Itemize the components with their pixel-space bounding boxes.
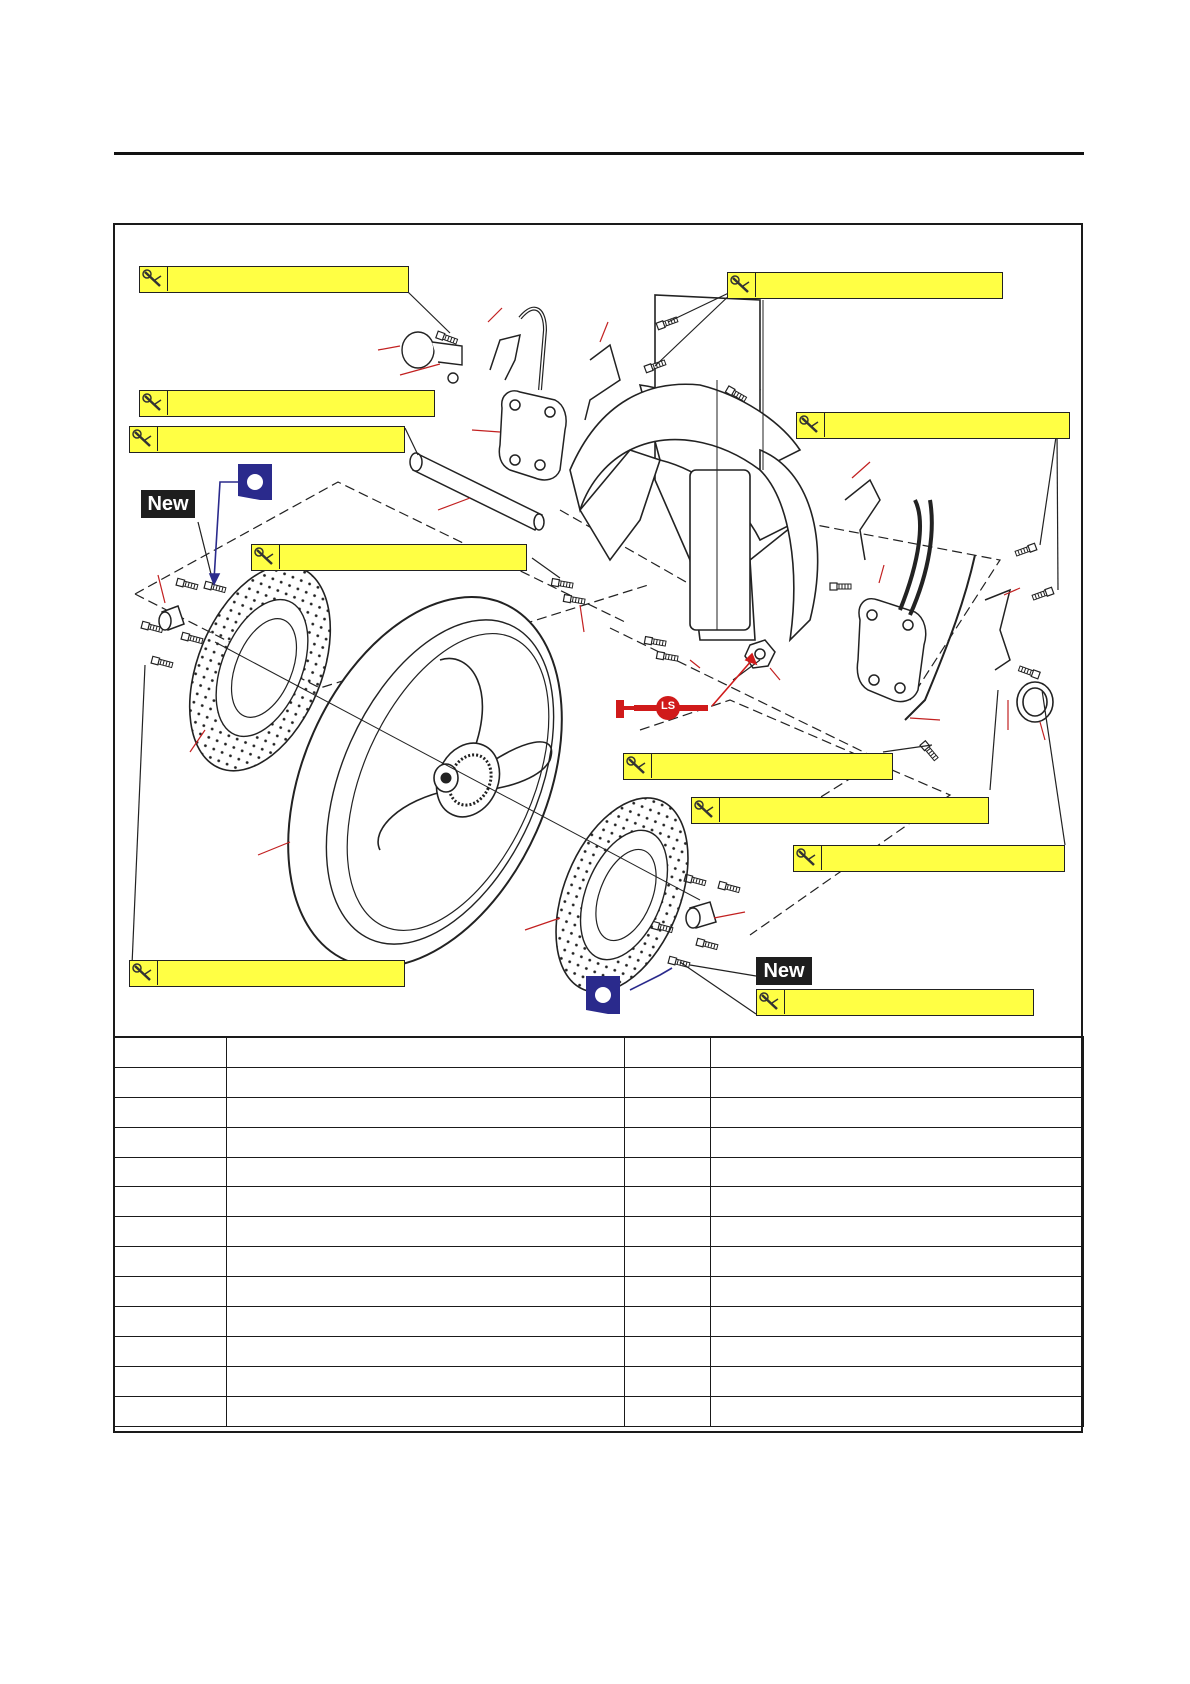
table-cell [114,1277,227,1307]
table-cell [227,1157,625,1187]
table-cell [227,1037,625,1067]
torque-wrench-icon [130,961,158,985]
table-cell [227,1307,625,1337]
table-cell [227,1396,625,1426]
table-cell [625,1217,711,1247]
table-row [114,1127,1084,1157]
table-row [114,1217,1084,1247]
table-cell [114,1217,227,1247]
left-brake-caliper [499,309,566,480]
table-cell [711,1097,1084,1127]
table-row [114,1037,1084,1067]
table-row [114,1307,1084,1337]
table-row [114,1247,1084,1277]
table-cell [711,1187,1084,1217]
table-cell [227,1336,625,1366]
locking-agent-icon [232,462,278,502]
table-cell [227,1067,625,1097]
table-cell [114,1366,227,1396]
table-cell [227,1277,625,1307]
table-row [114,1336,1084,1366]
table-cell [114,1127,227,1157]
torque-wrench-icon [797,413,825,437]
table-cell [625,1366,711,1396]
table-cell [114,1247,227,1277]
torque-label-3 [139,390,435,417]
torque-wrench-icon [728,273,756,297]
table-cell [227,1097,625,1127]
table-cell [711,1307,1084,1337]
torque-wrench-icon [252,545,280,569]
torque-wrench-icon [692,798,720,822]
new-badge-right: New [756,957,812,985]
torque-wrench-icon [130,427,158,451]
table-cell [711,1157,1084,1187]
lithium-grease-icon [614,694,710,722]
right-brake-caliper [857,500,975,720]
table-cell [114,1336,227,1366]
table-cell [114,1067,227,1097]
table-cell [625,1336,711,1366]
table-cell [227,1247,625,1277]
table-cell [114,1396,227,1426]
table-row [114,1097,1084,1127]
table-cell [711,1336,1084,1366]
table-cell [625,1187,711,1217]
table-cell [625,1067,711,1097]
table-cell [711,1037,1084,1067]
torque-label-9 [793,845,1065,872]
table-cell [227,1187,625,1217]
table-cell [114,1307,227,1337]
torque-label-6 [251,544,527,571]
parts-table-body [114,1037,1084,1426]
table-row [114,1396,1084,1426]
torque-wrench-icon [624,754,652,778]
table-cell [227,1217,625,1247]
table-cell [625,1037,711,1067]
torque-wrench-icon [757,990,785,1014]
table-cell [711,1366,1084,1396]
locking-agent-icon [580,974,626,1016]
table-cell [625,1247,711,1277]
table-row [114,1277,1084,1307]
table-cell [711,1277,1084,1307]
table-cell [625,1127,711,1157]
table-row [114,1366,1084,1396]
torque-label-5 [796,412,1070,439]
table-cell [625,1396,711,1426]
torque-label-8 [691,797,989,824]
parts-table [113,1036,1084,1427]
table-cell [114,1187,227,1217]
torque-label-7 [623,753,893,780]
torque-wrench-icon [140,267,168,291]
table-cell [711,1217,1084,1247]
torque-label-4 [129,426,405,453]
table-cell [625,1097,711,1127]
torque-wrench-icon [794,846,822,870]
grease-arrow [712,654,756,706]
table-cell [625,1277,711,1307]
right-sensor-cover [1017,682,1053,722]
table-cell [711,1067,1084,1097]
table-cell [114,1097,227,1127]
torque-wrench-icon [140,391,168,415]
table-cell [227,1127,625,1157]
torque-label-1 [139,266,409,293]
new-badge-left: New [141,490,195,518]
lithium-grease-label: LS [660,700,676,712]
torque-label-2 [727,272,1003,299]
table-row [114,1067,1084,1097]
table-row [114,1187,1084,1217]
table-row [114,1157,1084,1187]
table-cell [625,1157,711,1187]
table-cell [625,1307,711,1337]
torque-label-11 [756,989,1034,1016]
table-cell [711,1247,1084,1277]
table-cell [227,1366,625,1396]
torque-label-10 [129,960,405,987]
table-cell [711,1396,1084,1426]
table-cell [114,1037,227,1067]
table-cell [114,1157,227,1187]
table-cell [711,1127,1084,1157]
